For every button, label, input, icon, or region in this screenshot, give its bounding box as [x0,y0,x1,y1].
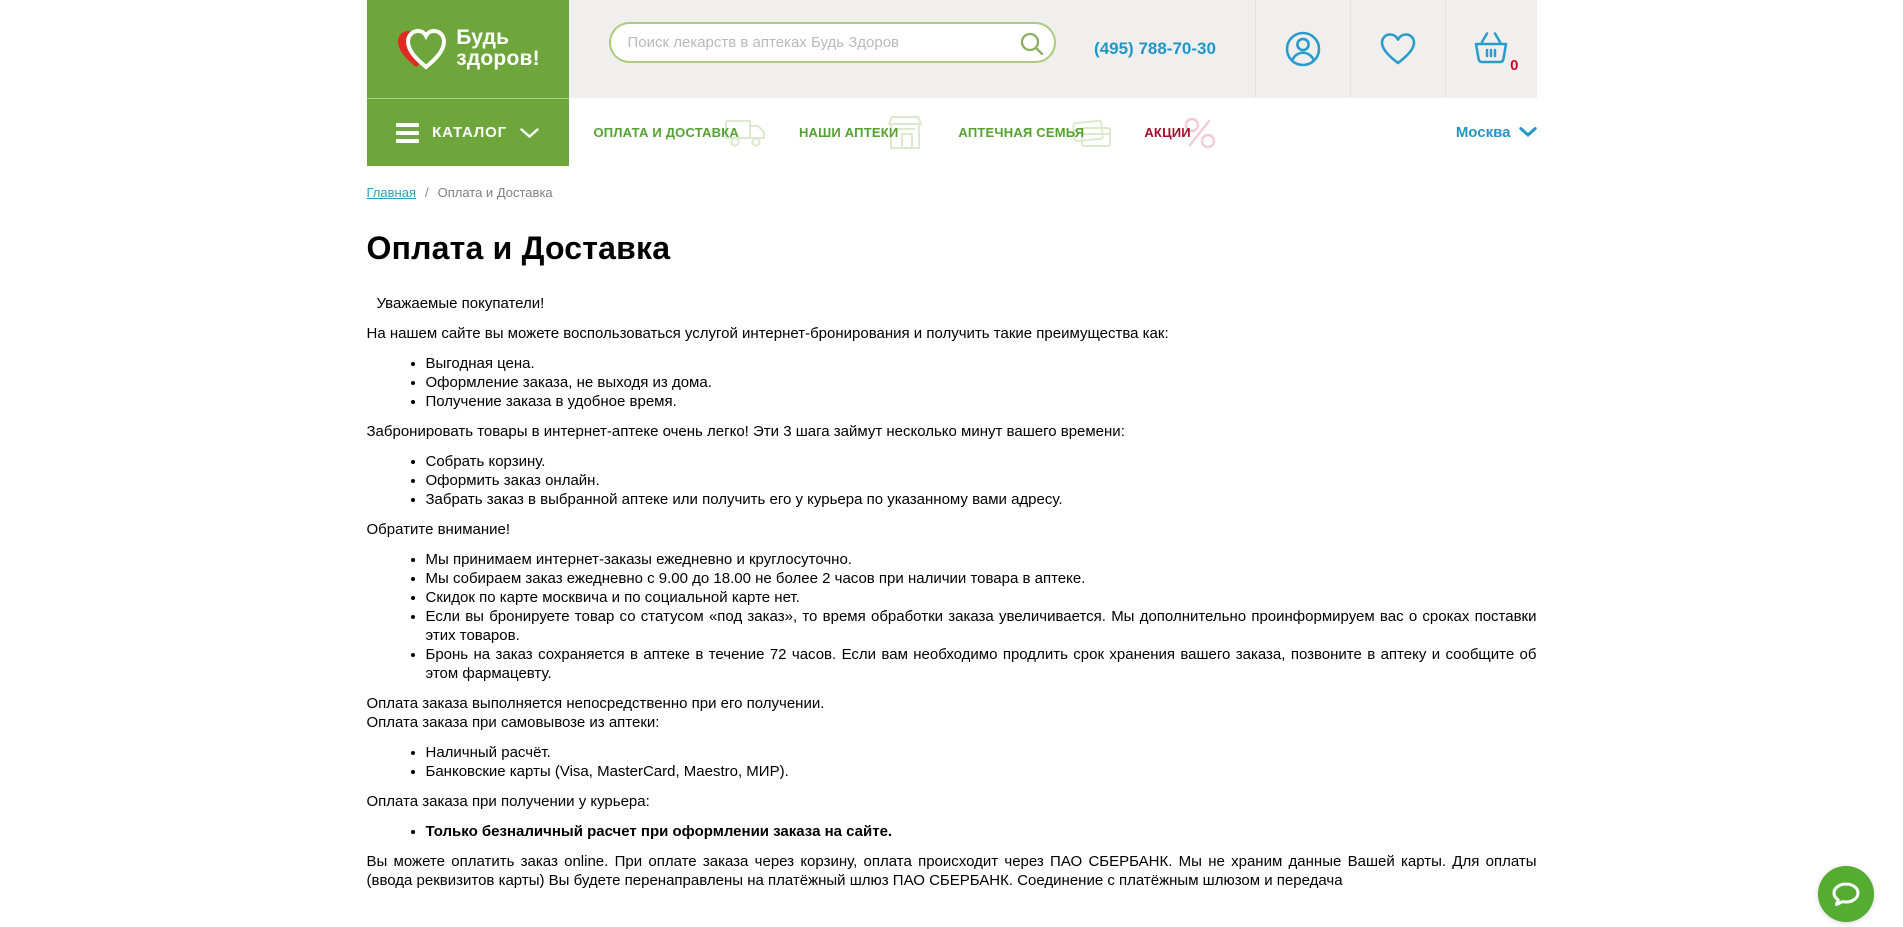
breadcrumb [367,185,1537,200]
list-item: • Оформить заказ онлайн. [426,471,1537,490]
benefits-list [367,354,1537,411]
main-content [367,185,1537,890]
nav-links [594,125,1191,140]
list-item: • Если вы бронируете товар со статусом «под заказ», то время обработки заказа увеличивается. Мы дополнительно проинформируем вас о сроках поставки этих товаров. [426,607,1537,645]
phone-cell [1056,0,1255,98]
breadcrumb-home-link[interactable]: Главная [366,185,416,200]
list-item: • Получение заказа в удобное время. [426,392,1537,411]
nav-item-payment-delivery[interactable]: ОПЛАТА И ДОСТАВКА [594,125,739,140]
paragraph-courier: Оплата заказа при получении у курьера: [366,793,650,810]
chevron-down-icon [1519,127,1537,137]
basket-button[interactable] [1445,0,1537,98]
list-item: • Наличный расчёт. [426,743,1537,762]
basket-count-badge: 0 [1510,57,1519,74]
chat-button[interactable] [1818,866,1874,922]
logo[interactable] [367,0,569,98]
nav-item-promotions[interactable]: АКЦИИ [1144,125,1191,140]
user-account-icon [1284,30,1322,68]
payment-line-1: Оплата заказа выполняется непосредственно при его получении. [366,695,825,712]
courier-payment-list [367,822,1537,841]
list-item: • Скидок по карте москвича и по социальной карте нет. [426,588,1537,607]
list-item: • Банковские карты (Visa, MasterCard, Maestro, МИР). [426,762,1537,781]
list-item: • Только безналичный расчет при оформлении заказа на сайте. [426,822,1537,841]
hamburger-icon [396,123,419,143]
list-item: • Забрать заказ в выбранной аптеке или получить его у курьера по указанному вами адресу. [426,490,1537,509]
payment-line-2: Оплата заказа при самовывозе из аптеки: [366,714,660,731]
city-label: Москва [1455,123,1511,141]
paragraph-online-payment: Вы можете оплатить заказ online. При оплате заказа через корзину, оплата происходит через ПАО СБЕРБАНК. Мы не храним данные Вашей карты. Для оплаты (ввода реквизитов карты) Вы будете перенаправлены на платёжный шлюз ПАО СБЕРБАНК. Соединение с платёжным шлюзом и передача [366,853,1537,889]
steps-list [367,452,1537,509]
catalog-button[interactable] [367,98,569,166]
breadcrumb-current: Оплата и Доставка [437,185,553,200]
list-item: • Бронь на заказ сохраняется в аптеке в течение 72 часов. Если вам необходимо продлить срок хранения вашего заказа, позвоните в аптеку и сообщите об этом фармацевту. [426,645,1537,683]
search-icon[interactable] [1019,31,1045,57]
account-button[interactable] [1255,0,1350,98]
list-item: • Собрать корзину. [426,452,1537,471]
paragraph-attention: Обратите внимание! [366,521,511,538]
nav-item-pharmacy-family[interactable]: АПТЕЧНАЯ СЕМЬЯ [958,125,1084,140]
attention-list [367,550,1537,683]
intro-line: Уважаемые покупатели! [376,295,545,312]
city-selector[interactable] [1456,124,1537,141]
pickup-payment-list [367,743,1537,781]
page-title: Оплата и Доставка [366,230,671,266]
nav-item-our-pharmacies[interactable]: НАШИ АПТЕКИ [799,125,898,140]
basket-icon [1470,29,1512,69]
list-item: • Оформление заказа, не выходя из дома. [426,373,1537,392]
site-header [367,0,1537,166]
favorites-button[interactable] [1350,0,1445,98]
list-item: • Мы принимаем интернет-заказы ежедневно и круглосуточно. [426,550,1537,569]
main-nav [367,98,1537,166]
header-top-row [367,0,1537,98]
catalog-label: КАТАЛОГ [432,124,507,141]
heart-logo-icon [395,26,447,72]
phone-number[interactable]: (495) 788-70-30 [1094,39,1216,58]
search-input[interactable] [609,22,1056,63]
breadcrumb-separator: / [424,185,429,200]
list-item: • Выгодная цена. [426,354,1537,373]
paragraph-payment [367,694,1537,732]
chevron-down-icon [520,128,539,138]
logo-text: Будь здоров! [456,26,540,70]
paragraph-benefits: На нашем сайте вы можете воспользоваться услугой интернет-бронирования и получить такие преимущества как: [366,325,1169,342]
paragraph-steps: Забронировать товары в интернет-аптеке очень легко! Эти 3 шага займут несколько минут вашего времени: [366,423,1125,440]
search-area [569,0,1056,98]
favorites-heart-icon [1378,31,1418,67]
chat-bubble-icon [1831,881,1861,907]
list-item: • Мы собираем заказ ежедневно с 9.00 до 18.00 не более 2 часов при наличии товара в аптеке. [426,569,1537,588]
article-body [367,294,1537,890]
